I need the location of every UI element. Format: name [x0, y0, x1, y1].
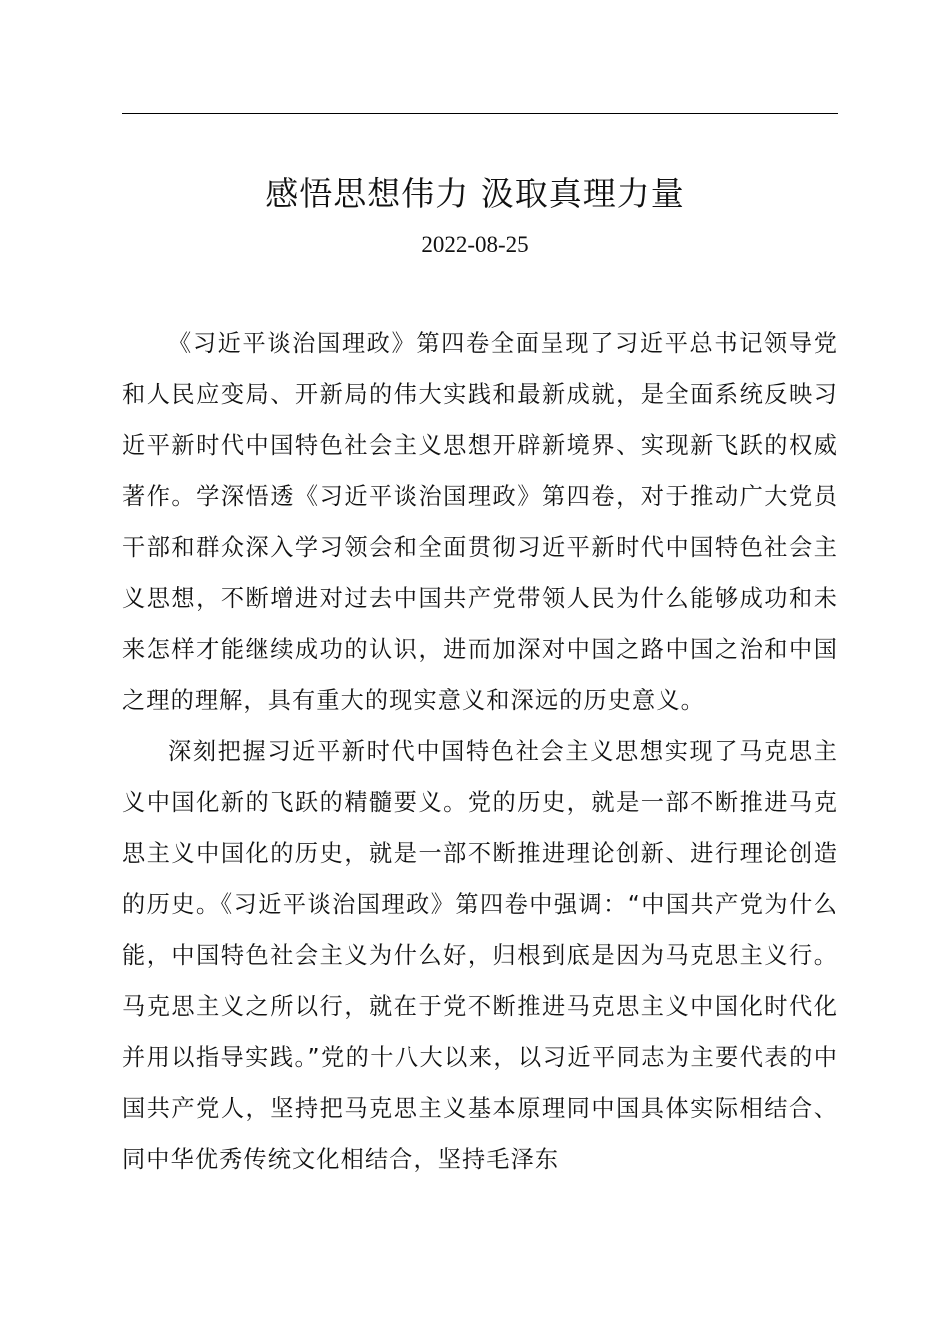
header-rule [122, 113, 838, 114]
paragraph-2: 深刻把握习近平新时代中国特色社会主义思想实现了马克思主义中国化新的飞跃的精髓要义。党的历史，就是一部不断推进马克思主义中国化的历史，就是一部不断推进理论创新、进行理论创造的历史。《习近平谈治国理政》第四卷中强调：“中国共产党为什么能，中国特色社会主义为什么好，归根到底是因为马克思主义行。马克思主义之所以行，就在于党不断推进马克思主义中国化时代化并用以指导实践。”党的十八大以来，以习近平同志为主要代表的中国共产党人，坚持把马克思主义基本原理同中国具体实际相结合、同中华优秀传统文化相结合，坚持毛泽东 [122, 738, 838, 1173]
article-title: 感悟思想伟力 汲取真理力量 [265, 174, 685, 213]
article-date: 2022-08-25 [421, 232, 529, 257]
article-body [122, 318, 838, 1185]
paragraph-1: 《习近平谈治国理政》第四卷全面呈现了习近平总书记领导党和人民应变局、开新局的伟大实践和最新成就，是全面系统反映习近平新时代中国特色社会主义思想开辟新境界、实现新飞跃的权威著作。学深悟透《习近平谈治国理政》第四卷，对于推动广大党员干部和群众深入学习领会和全面贯彻习近平新时代中国特色社会主义思想，不断增进对过去中国共产党带领人民为什么能够成功和未来怎样才能继续成功的认识，进而加深对中国之路中国之治和中国之理的理解，具有重大的现实意义和深远的历史意义。 [122, 330, 838, 714]
